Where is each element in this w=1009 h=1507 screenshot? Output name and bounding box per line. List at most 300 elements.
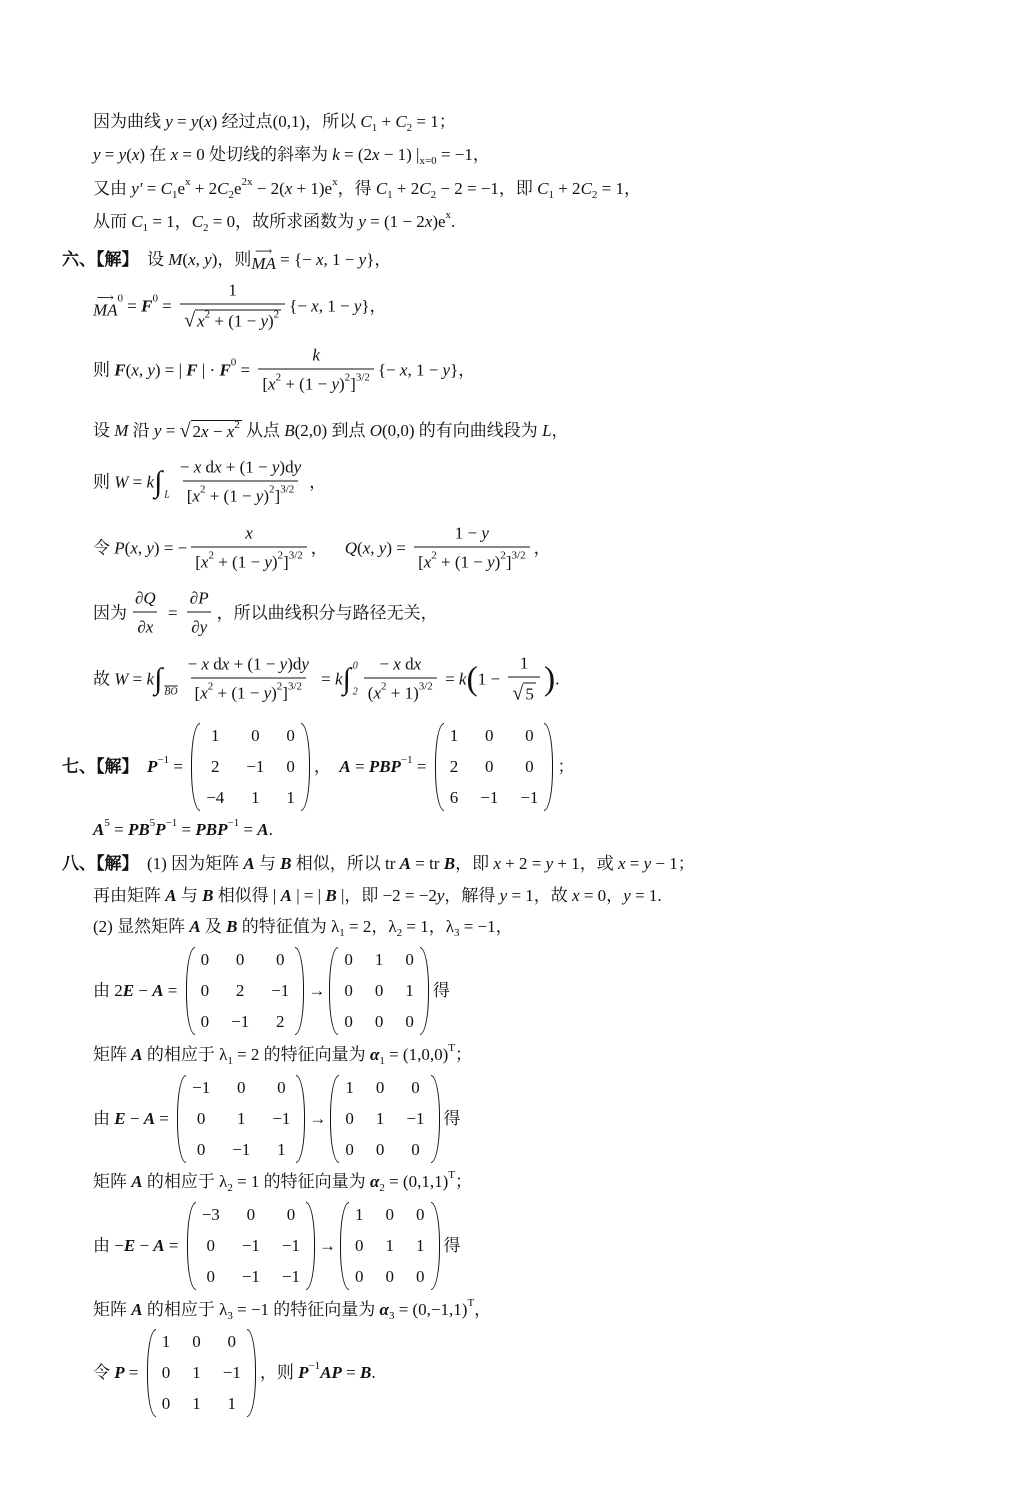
math-variable: x	[170, 145, 179, 164]
matrix-cell: 0	[485, 726, 494, 745]
text: )，则	[211, 250, 252, 269]
math-variable: C	[375, 179, 388, 198]
left-paren	[147, 1329, 156, 1417]
integral	[154, 464, 170, 500]
vector	[93, 290, 118, 319]
matrix-cell: 0	[206, 1236, 216, 1255]
math-variable: C	[419, 179, 431, 198]
math-variable: y	[264, 552, 272, 572]
line-result-function	[93, 208, 456, 234]
text: ，即	[455, 854, 494, 873]
lower-limit: $\overline{BO}$	[164, 686, 178, 697]
math-variable: y	[499, 886, 508, 905]
matrix-cell: 0	[411, 1078, 420, 1097]
matrix-body	[156, 1329, 247, 1417]
text: + 2	[553, 179, 581, 198]
text: )	[271, 552, 278, 572]
text: 相似，所以 tr	[291, 854, 400, 873]
matrix-cell: 0	[286, 1205, 296, 1224]
superscript: 3/2	[280, 483, 295, 495]
text: 矩阵	[93, 1172, 132, 1191]
matrix-body	[339, 1075, 430, 1163]
matrix-cell: 1	[211, 726, 220, 745]
fraction	[186, 589, 213, 638]
superscript: 3/2	[287, 680, 303, 692]
text: ]	[505, 552, 512, 572]
math-variable: x	[399, 360, 408, 379]
matrix-cell: 0	[345, 1109, 354, 1128]
math-variable: C	[217, 179, 229, 198]
matrix-cell: −1	[480, 788, 499, 807]
math-variable: y	[153, 421, 162, 440]
right-paren	[544, 723, 553, 811]
text: (	[357, 538, 363, 557]
text: (	[367, 683, 374, 703]
fraction	[131, 589, 160, 638]
text: ]	[282, 683, 288, 703]
text: + 1)	[386, 683, 419, 703]
vector	[251, 244, 276, 273]
text: −	[125, 1109, 144, 1128]
bold-symbol: F	[219, 360, 231, 379]
text: (	[125, 360, 132, 379]
right-paren	[301, 723, 310, 811]
subscript: 1	[371, 121, 378, 134]
text: − 2(	[252, 179, 285, 198]
text: 的相应于 λ	[142, 1300, 228, 1319]
subscript: 1	[379, 1054, 385, 1067]
matrix	[191, 723, 310, 811]
text: ；	[455, 1045, 472, 1064]
section-heading: 六、【解】	[62, 250, 139, 269]
math-variable: y	[487, 552, 495, 572]
line-force	[93, 346, 475, 395]
math-variable: y	[353, 296, 362, 315]
text: .	[451, 212, 456, 231]
superscript: x	[332, 175, 338, 188]
bold-symbol: A	[339, 757, 351, 776]
integral-limits	[164, 661, 177, 697]
matrix-cell: −1	[192, 1078, 211, 1097]
matrix-cell: 0	[416, 1205, 425, 1224]
matrix-cell: 0	[375, 1078, 385, 1097]
superscript: x	[185, 175, 191, 188]
text: | = |	[291, 886, 326, 905]
text: − 1；	[651, 854, 695, 873]
integral-sign-icon: ∫	[154, 662, 163, 695]
math-variable: x	[192, 486, 200, 506]
vector-arrow-icon: ⟶	[255, 244, 273, 258]
section-6-heading-line	[62, 244, 392, 273]
superscript: 2	[500, 549, 506, 561]
matrix-cell: −1	[406, 1109, 425, 1128]
text: −	[179, 457, 194, 477]
matrix-cell: 0	[345, 1140, 354, 1159]
lower-limit: 2	[352, 686, 358, 697]
text: )e	[432, 212, 446, 231]
matrix-cell: 0	[411, 1140, 420, 1159]
text: , 1 −	[318, 296, 354, 315]
matrix-cell: −1	[281, 1236, 300, 1255]
matrix-cell: 0	[286, 757, 295, 776]
text: )	[338, 374, 345, 394]
integral-sign-icon: ∫	[154, 465, 163, 498]
text: = −1 的特征向量为	[232, 1300, 380, 1319]
math-variable: C	[395, 112, 407, 131]
matrix-cell: 1	[449, 726, 459, 745]
superscript: 3/2	[288, 549, 303, 561]
text: 得	[443, 1109, 461, 1128]
text: + (1 −	[213, 683, 264, 703]
superscript: T	[448, 1168, 455, 1181]
denominator	[183, 481, 299, 507]
text: (	[198, 112, 205, 131]
matrix-cell: −1	[520, 788, 539, 807]
superscript: 2	[204, 308, 211, 320]
text: =	[123, 296, 142, 315]
superscript: 2	[276, 680, 283, 692]
matrix-cell: 0	[227, 1332, 237, 1351]
text: ) = |	[154, 360, 187, 379]
text: = 2 的特征向量为	[232, 1045, 370, 1064]
subscript: 3	[388, 1309, 395, 1322]
text: )d	[279, 457, 294, 477]
math-variable: C	[131, 212, 143, 231]
superscript: x	[445, 208, 452, 221]
denominator	[414, 547, 530, 573]
superscript: 3/2	[418, 680, 433, 692]
math-variable: Q	[344, 538, 358, 557]
math-variable: y	[118, 145, 127, 164]
math-variable: y	[331, 374, 339, 394]
bold-symbol: B	[360, 1363, 372, 1382]
text: = 1，	[148, 212, 192, 231]
text: 沿	[128, 421, 154, 440]
matrix-cell: 0	[276, 950, 285, 969]
matrix-body	[196, 1202, 306, 1290]
bold-symbol: A	[153, 1236, 165, 1255]
math-variable: y	[301, 654, 309, 674]
subscript: 1	[142, 221, 149, 234]
bold-symbol: A	[131, 1172, 143, 1191]
numerator	[451, 524, 493, 547]
left-paren	[191, 723, 200, 811]
text: 与	[254, 854, 281, 873]
right-paren	[306, 1202, 315, 1290]
text: 的相应于 λ	[142, 1172, 228, 1191]
text: = (2	[339, 145, 373, 164]
math-variable: x	[423, 552, 432, 572]
matrix-cell: 0	[355, 1267, 364, 1286]
denominator	[508, 677, 539, 705]
text: ；	[557, 757, 575, 776]
text: ，	[533, 538, 551, 557]
matrix-cell: 0	[385, 1267, 394, 1286]
left-paren	[187, 1202, 196, 1290]
text: ∂	[137, 617, 146, 637]
integral	[343, 661, 358, 697]
section-heading: 七、【解】	[62, 757, 139, 776]
math-variable: x	[201, 654, 210, 674]
text: =	[155, 1109, 174, 1128]
matrix-cell: −3	[201, 1205, 220, 1224]
superscript: 2x	[241, 175, 253, 188]
text: =	[625, 854, 644, 873]
bold-symbol: A	[399, 854, 411, 873]
math-variable: k	[312, 345, 320, 365]
subscript: 1	[339, 926, 345, 939]
text: 5	[525, 684, 534, 704]
bold-symbol: P	[298, 1363, 309, 1382]
text: {−	[289, 296, 312, 315]
math-variable: x	[201, 422, 209, 441]
text: =	[109, 820, 128, 839]
math-variable: C	[537, 179, 549, 198]
math-variable: y	[260, 311, 268, 331]
superscript: 2	[277, 549, 284, 561]
left-paren	[177, 1075, 186, 1163]
left-paren	[435, 723, 444, 811]
line-c1-c2-sum	[93, 112, 456, 132]
matrix-body	[195, 947, 296, 1035]
text: )	[263, 486, 270, 506]
right-paren	[431, 1202, 440, 1290]
bold-symbol: A	[243, 854, 255, 873]
math-variable: x	[373, 683, 381, 703]
matrix-cell: 0	[277, 1078, 286, 1097]
math-variable: x	[193, 457, 202, 477]
text: −	[208, 422, 227, 441]
bold-symbol: B	[226, 917, 238, 936]
text: d	[201, 457, 214, 477]
text: ,	[137, 538, 147, 557]
superscript: 2	[199, 483, 206, 495]
numerator	[516, 654, 533, 677]
matrix-cell: 1	[416, 1236, 425, 1255]
text: − 2 = −1，即	[436, 179, 538, 198]
bold-symbol: PBP	[368, 757, 401, 776]
numerator	[176, 458, 305, 481]
matrix-body	[200, 723, 301, 811]
superscript: −1	[157, 753, 170, 766]
math-variable: C	[160, 179, 172, 198]
fraction	[258, 346, 374, 395]
math-variable: y	[204, 250, 212, 269]
line-e-minus-a	[93, 1075, 461, 1163]
radicand	[191, 420, 242, 442]
text: + 1)e	[292, 179, 333, 198]
math-variable: x	[284, 179, 293, 198]
text: = 1，故	[507, 886, 573, 905]
text: = (0,1,1)	[384, 1172, 449, 1191]
section-heading: 八、【解】	[62, 854, 139, 873]
section-7-line	[62, 723, 574, 811]
superscript: 5	[149, 816, 156, 829]
math-variable: y	[263, 683, 272, 703]
text: 又由	[93, 179, 132, 198]
bold-symbol: A	[280, 886, 292, 905]
math-variable: y	[643, 854, 652, 873]
text: [	[262, 374, 269, 394]
math-variable: x	[413, 654, 422, 674]
left-paren	[186, 947, 195, 1035]
superscript: 0	[152, 292, 158, 305]
radicand	[195, 310, 281, 332]
matrix-cell: 0	[374, 981, 384, 1000]
text: = 1，λ	[402, 917, 454, 936]
matrix-cell: 1	[227, 1394, 237, 1413]
math-variable: C	[191, 212, 204, 231]
matrix-cell: 0	[525, 726, 534, 745]
subscript: 1	[387, 188, 393, 201]
text: =	[128, 472, 147, 491]
vector-arrow-icon: ⟶	[96, 290, 114, 304]
math-variable: y	[358, 250, 367, 269]
numerator	[184, 655, 313, 678]
math-variable: y	[255, 486, 264, 506]
text: + (1 −	[281, 374, 332, 394]
math-variable: x	[311, 296, 319, 315]
matrix-cell: 0	[200, 1012, 210, 1031]
text: }，	[450, 360, 476, 379]
text: 设	[93, 421, 115, 440]
superscript: 2	[234, 418, 240, 431]
denominator	[191, 678, 307, 704]
subscript: x=0	[419, 154, 437, 167]
text: ，得	[337, 179, 376, 198]
text: 的相应于 λ	[142, 1045, 228, 1064]
text: + (1 −	[210, 311, 261, 331]
math-variable: W	[114, 669, 129, 688]
numerator	[131, 589, 160, 612]
math-variable: x	[204, 112, 212, 131]
matrix-cell: 0	[237, 1078, 246, 1097]
text: 从而	[93, 212, 132, 231]
text: .	[371, 1363, 376, 1382]
bold-symbol: F	[141, 296, 153, 315]
bold-symbol: A	[189, 917, 201, 936]
text: ]	[283, 552, 289, 572]
text: ) = −	[153, 538, 188, 557]
text: = 0，故所求函数为	[208, 212, 359, 231]
math-variable: x	[131, 145, 140, 164]
lower-limit: L	[164, 489, 170, 500]
matrix-cell: 0	[525, 757, 534, 776]
text: + 2 =	[500, 854, 546, 873]
text: [	[195, 552, 201, 572]
line-curve-definition	[93, 420, 569, 442]
matrix-cell: 0	[200, 950, 210, 969]
matrix	[435, 723, 554, 811]
line-eigenvector-2	[93, 1168, 472, 1194]
line-derivative	[93, 175, 641, 201]
math-variable: y′	[131, 179, 143, 198]
math-variable: y	[147, 360, 155, 379]
math-variable: y	[279, 654, 288, 674]
text: =	[161, 421, 180, 440]
text: 与	[176, 886, 203, 905]
math-variable: k	[146, 669, 155, 688]
numerator	[308, 346, 324, 369]
subscript: 1	[548, 188, 554, 201]
math-variable: k	[458, 669, 467, 688]
bold-symbol: PB	[127, 820, 150, 839]
matrix-cell: 0	[355, 1236, 364, 1255]
fraction	[414, 524, 530, 573]
text: = 0，	[579, 886, 624, 905]
math-variable: y	[165, 112, 173, 131]
text: = 1 的特征向量为	[232, 1172, 370, 1191]
math-variable: x	[221, 654, 230, 674]
text: (	[126, 145, 132, 164]
text: ,	[195, 250, 205, 269]
text: ) 经过点(0,1)，所以	[211, 112, 361, 131]
text: 相似得 |	[213, 886, 281, 905]
text: =	[341, 1363, 361, 1382]
math-variable: y	[199, 617, 208, 637]
text: ) =	[386, 538, 411, 557]
math-variable: x	[424, 212, 433, 231]
math-variable: x	[362, 538, 371, 557]
matrix-cell: 0	[251, 726, 260, 745]
superscript: 5	[104, 816, 110, 829]
fraction	[176, 458, 305, 507]
text: −	[135, 1236, 154, 1255]
text: ，则	[259, 1363, 299, 1382]
text: + 1，或	[553, 854, 618, 873]
line-2e-minus-a	[93, 947, 450, 1035]
right-paren	[247, 1329, 256, 1417]
text: ；	[455, 1172, 472, 1191]
text: 设	[138, 250, 169, 269]
text: →	[308, 981, 326, 1000]
matrix-cell: 0	[385, 1205, 394, 1224]
bold-symbol: A	[131, 1300, 143, 1319]
math-variable: x	[188, 250, 196, 269]
text: 令	[93, 1363, 115, 1382]
text: [	[194, 683, 201, 703]
math-variable: y	[358, 212, 366, 231]
square-root	[184, 310, 281, 332]
matrix-cell: 0	[200, 981, 210, 1000]
line-p-q-definition	[93, 524, 551, 573]
math-variable: x	[197, 311, 205, 331]
subscript: 1	[171, 188, 178, 201]
text: ∂	[191, 617, 200, 637]
subscript: 2	[203, 221, 209, 234]
text: = (0,−1,1)	[394, 1300, 468, 1319]
matrix-cell: 0	[374, 1012, 384, 1031]
text: = 1；	[412, 112, 456, 131]
subscript: 2	[227, 1181, 233, 1194]
text: e	[177, 179, 185, 198]
text: ]	[350, 374, 356, 394]
matrix-body	[338, 947, 420, 1035]
denominator	[258, 369, 374, 395]
matrix-cell: 2	[211, 757, 220, 776]
math-variable: k	[335, 669, 343, 688]
matrix-body	[349, 1202, 431, 1290]
text: [	[186, 486, 193, 506]
matrix	[147, 1329, 256, 1417]
matrix-cell: 1	[237, 1109, 246, 1128]
text: 矩阵	[93, 1045, 132, 1064]
matrix-cell: −1	[231, 1012, 250, 1031]
matrix-cell: 0	[235, 950, 245, 969]
radical-sign-icon: √	[179, 420, 191, 442]
text: (2,0) 到点	[294, 421, 370, 440]
text: =	[169, 757, 188, 776]
